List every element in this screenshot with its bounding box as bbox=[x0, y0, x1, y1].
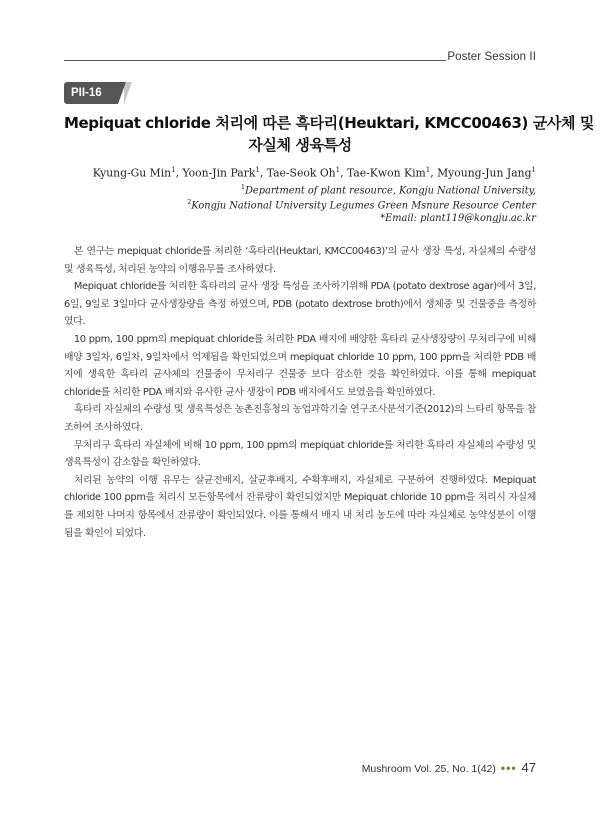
author-affiliation-mark: 1 bbox=[425, 166, 431, 174]
paragraph: 흑타리 자실체의 수량성 및 생육특성은 농촌진흥청의 농업과학기술 연구조사분석기준(2012)의 느타리 항목을 참조하여 조사하였다. bbox=[64, 404, 536, 433]
page-footer bbox=[362, 759, 536, 777]
contact-email: *Email: plant119@kongju.ac.kr bbox=[380, 213, 536, 224]
author-name: Tae-Kwon Kim bbox=[346, 166, 426, 180]
paragraph: 처리된 농약의 이행 유무는 살균전배지, 살균후배지, 수확후배지, 자실체로 구분하여 진행하였다. Mepiquat chloride 100 ppm을 처리시 모든항목에서 잔류량이 확인되었지만 Mepiquat chloride 10 ppm을 처리시 자실체를 제외한 나머지 항목에서 잔류량이 확인되었다. 이를 통해서 배지 내 처리 농도에 따라 자실체로 농약성분이 이행됨을 확인이 되었다. bbox=[64, 474, 536, 539]
footer-dots: ••• bbox=[500, 761, 517, 775]
author-name: Myoung-Jun Jang bbox=[437, 166, 532, 180]
author-name: Yoon-Jin Park bbox=[182, 166, 256, 180]
affiliation-1: $^1$Department of plant resource, Kongju National University, bbox=[240, 183, 536, 197]
paragraph: 본 연구는 mepiquat chloride를 처리한 ‘흑타리(Heuktari, KMCC00463)’의 균사 생장 특성, 자실체의 수량성 및 생육특성, 처리된 농약의 이행유무를 조사하였다. bbox=[64, 246, 536, 275]
journal-citation: Mushroom Vol. 25, No. 1(42) bbox=[361, 763, 496, 775]
paragraph: Mepiquat chloride를 처리한 흑타리의 균사 생장 특성을 조사하기위해 PDA (potato dextrose agar)에서 3일, 6일, 9일로 3일마다 균사생장량을 측정 하였으며, PDB (potato dextrose broth)에서 생체중 및 건물중을 측정하였다. bbox=[64, 281, 536, 328]
author-affiliation-mark: 1 bbox=[531, 166, 536, 174]
section-label: Poster Session II bbox=[447, 51, 536, 63]
paragraph: 무처리구 흑타리 자실체에 비해 10 ppm, 100 ppm의 mepiquat chloride를 처리한 흑타리 자실체의 수량성 및 생육특성이 감소함을 확인하였다. bbox=[64, 439, 536, 469]
author-affiliation-mark: 1 bbox=[255, 166, 260, 174]
paper-title-line-2: 자실체 생육특성 bbox=[248, 136, 352, 154]
page-number: 47 bbox=[521, 760, 536, 775]
author-affiliation-mark: 1 bbox=[335, 166, 341, 174]
author-name: Kyung-Gu Min bbox=[92, 166, 172, 180]
badge-label: PII-16 bbox=[64, 82, 118, 104]
poster-id-badge bbox=[64, 82, 126, 104]
abstract-body bbox=[64, 243, 536, 542]
author-list: Kyung-Gu Min$^1$, Yoon-Jin Park$^1$, Tae-Seok Oh$^1$, Tae-Kwon Kim$^1$, Myoung-Jun Jang$^1$ bbox=[92, 166, 536, 180]
author-name: Tae-Seok Oh bbox=[266, 166, 336, 180]
paragraph: 10 ppm, 100 ppm의 mepiquat chloride를 처리한 PDA 배지에 배양한 흑타리 균사생장량이 무처리구에 비해 배양 3일차, 6일차, 9일차에서 억제됨을 확인되었으며 mepiquat chloride 10 ppm, 100 ppm을 처리한 PDB 배지에 생육한 흑타리 균사체의 건물중이 무처리구 건물중 보다 감소한 것을 확인하였다. 이를 통해 mepiquat chloride를 처리한 PDA 배지와 유사한 균사 생장이 PDB 배지에서도 보였음을 확인하였다. bbox=[64, 333, 536, 398]
author-affiliation-mark: 1 bbox=[171, 166, 176, 174]
paper-title-line-1: Mepiquat chloride 처리에 따른 흑타리(Heuktari, KMCC00463) 균사체 및 bbox=[64, 114, 594, 132]
header-rule bbox=[64, 60, 446, 61]
badge-tail bbox=[118, 82, 126, 104]
affiliation-2: $^2$Kongju National University Legumes Green Msnure Resource Center bbox=[187, 198, 536, 212]
